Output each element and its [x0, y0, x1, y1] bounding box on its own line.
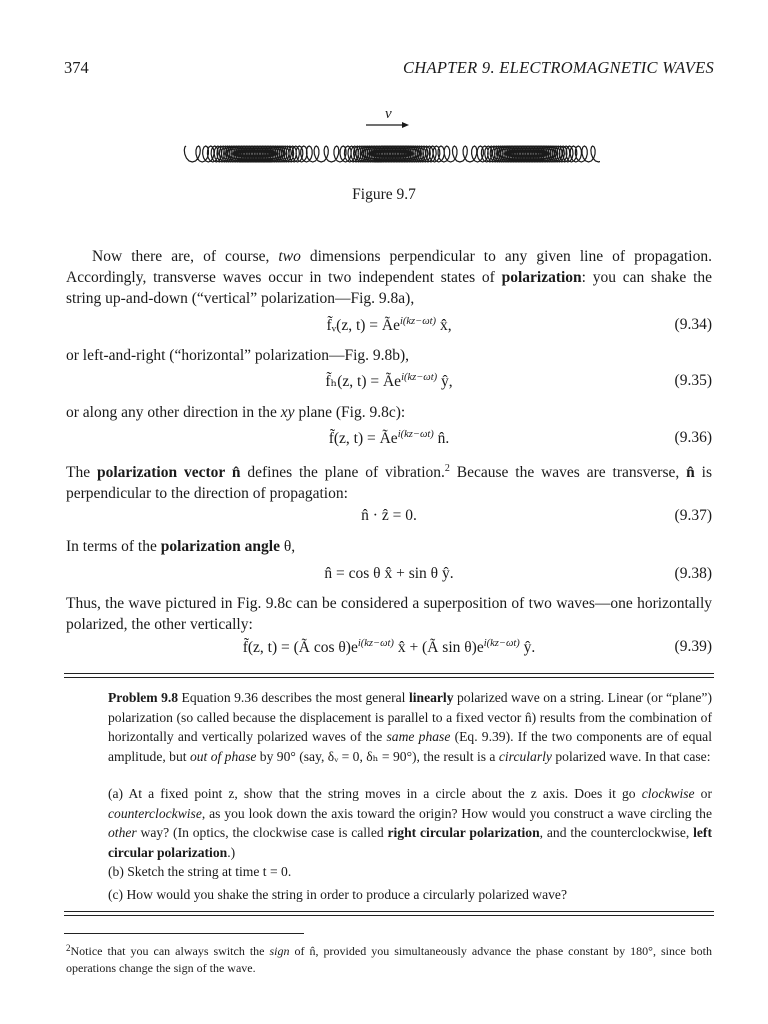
equation-9-37: n̂ · ẑ = 0. (9.37)	[361, 507, 712, 524]
figure-caption: Figure 9.7	[352, 186, 416, 203]
equation-9-36: f̃(z, $t) = Ãe^{i(kz-\omega t)}$ n̂. (9.36)	[328, 429, 712, 448]
problem-top-rule-inner	[64, 677, 714, 678]
footnote-rule	[64, 933, 304, 934]
equation-9-38: n̂ = cos θ x̂ + sin θ ŷ. (9.38)	[324, 565, 712, 582]
problem-bottom-rule-inner	[64, 915, 714, 916]
problem-9-8-part-a: (a) At a fixed point z, show that the string moves in a circle about the z axis. Does it go clockwise or counterclockwise, as you look down the axis toward the origin? How would you construct a wave circling the other way? (In optics, the clockwise case is called right circular polarization, and the counterclockwise, left circular polarization.)	[108, 786, 712, 860]
chapter-title: CHAPTER 9. ELECTROMAGNETIC WAVES	[402, 58, 714, 77]
velocity-arrow	[366, 122, 409, 128]
equation-9-34: f̃ᵥ(z, $t) = Ãe^{i(kz-\omega t)}$ x̂, (9.34)	[326, 316, 712, 335]
equation-number: (9.35)	[674, 372, 712, 389]
problem-9-8-part-c: (c) How would you shake the string in order to produce a circularly polarized wave?	[108, 887, 568, 902]
equation-number: (9.38)	[674, 565, 712, 582]
equation-9-39: f̃(z, t) = (Ã $\cos \theta)e^{i(kz-\omega t)}$ x̂ + (Ã $\sin \theta)e^{i(kz-\omega t)}$ ŷ. (9.39)	[242, 638, 712, 657]
page-number: 374	[64, 58, 89, 77]
equation-number: (9.39)	[674, 638, 712, 655]
equation-9-35: f̃ₕ(z, $t) = Ãe^{i(kz-\omega t)}$ ŷ, (9.35)	[325, 372, 712, 391]
paragraph-superposition: Thus, the wave pictured in Fig. 9.8c can be considered a superposition of two waves—one horizontally polarized, the other vertically:	[66, 595, 712, 633]
paragraph-polarization-vector: The polarization vector n̂ defines the plane of vibration.$^2$ Because the waves are transverse, n̂ is perpendicular to the direction of propagation:	[66, 463, 712, 503]
problem-9-8-intro: Problem 9.8 Equation 9.36 describes the most general linearly polarized wave on a string. Linear (or “plane”) polarization (so called because the displacement is parallel to a fixed vector n̂) results from the combination of horizontally and vertically polarized waves of the same phase (Eq. 9.39). If the two components are of equal amplitude, but out of phase by 90° (say, δᵥ = 0, δₕ = 90°), the result is a circularly polarized wave. In that case:	[108, 690, 712, 764]
paragraph-polarization-intro: Now there are, of course, two dimensions perpendicular to any given line of propagation. Accordingly, transverse waves occur in two independent states of polarization: you can shake the string up-and-down (“vertical” polarization—Fig. 9.8a),	[66, 248, 712, 307]
paragraph-polarization-angle: In terms of the polarization angle θ,	[66, 538, 296, 555]
page-header	[64, 58, 714, 80]
paragraph-xy-plane: or along any other direction in the xy plane (Fig. 9.8c):	[66, 404, 406, 421]
footnote-2: $^2$Notice that you can always switch the sign of n̂, provided you simultaneously advance the phase constant by 180°, since both operations change the sign of the wave.	[66, 943, 712, 975]
figure-9-7-spring-wave	[180, 100, 600, 172]
coiled-string	[184, 146, 600, 162]
equation-number: (9.37)	[674, 507, 712, 524]
equation-number: (9.36)	[674, 429, 712, 446]
paragraph-horizontal: or left-and-right (“horizontal” polarization—Fig. 9.8b),	[66, 347, 410, 364]
problem-bottom-rule	[64, 911, 714, 912]
problem-top-rule	[64, 673, 714, 674]
velocity-label: v	[385, 106, 392, 122]
equation-number: (9.34)	[674, 316, 712, 333]
problem-9-8-part-b: (b) Sketch the string at time t = 0.	[108, 864, 292, 879]
